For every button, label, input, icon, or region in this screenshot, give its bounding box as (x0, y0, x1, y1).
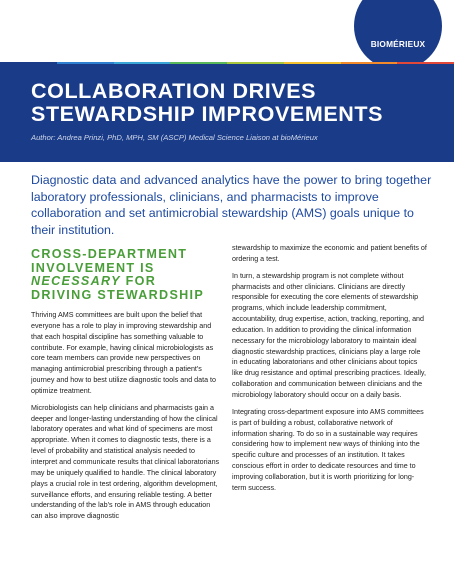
right-paragraph-3: Integrating cross-department exposure into AMS committees is part of building a robust, collaborative network of information sharing. To do so in a sustainable way requires considering how to implement new ways of thinking into the specific culture and processes of an institution. It takes conscious effort in order to dedicate resources and time to improving collaboration, but it is worth prioritizing for long-term success. (232, 407, 424, 492)
logo-text: BIOMÉRIEUX (370, 39, 426, 49)
right-paragraph-2: In turn, a stewardship program is not complete without pharmacists and other clinicians. Clinicians are directly responsible for executing the core elements of stewardship programs, which include leadership commitment, accountability, drug expertise, action, tracking, reporting, and education. In addition to providing the clinical information necessary for the microbiology laboratory to maintain ideal diagnostic stewardship practices, clinicians play a large role in educating laboratorians and other clinicians about topics like drug resistance and optimal prescribing practices. Ideally, collaboration and communication between clinicians and the microbiology laboratory should occur on a daily basis. (232, 271, 426, 399)
title-line-2: STEWARDSHIP IMPROVEMENTS (31, 102, 384, 126)
left-paragraph-2: Microbiologists can help clinicians and pharmacists gain a deeper and longer-lasting understanding of how the clinical laboratory operates and what kind of specimens are most appropriate. When it comes to diagnostic tests, there is a level of probability and statistical analysis needed to interpret and communicate results that clinical laboratorians may be uniquely qualified to handle. The clinical laboratory plays a crucial role in test ordering, algorithm development, surveillance efforts, and ensuring reliable testing. A better understanding of the lab's role in AMS through education can also improve diagnostic (31, 403, 220, 521)
section-heading-line-4: DRIVING STEWARDSHIP (31, 287, 205, 302)
section-heading-line-3-suffix: FOR (120, 274, 157, 289)
right-paragraph-1: stewardship to maximize the economic and patient benefits of ordering a test. (232, 244, 427, 263)
section-heading-emphasis: NECESSARY (31, 274, 121, 289)
page-title (31, 80, 383, 126)
right-column (232, 243, 428, 500)
brand-logo (346, 0, 454, 64)
section-heading-line-2: INVOLVEMENT IS (31, 260, 155, 275)
title-line-1: COLLABORATION DRIVES (31, 79, 317, 103)
left-paragraph-1: Thriving AMS committees are built upon the belief that everyone has a role to play in improving stewardship and that each hospital discipline has something valuable to contribute. For example, having clinical microbiologists as core team members can provide new perspectives on managing antimicrobial prescribing through a patient's journey and how to best utilize diagnostic tools and data to optimize treatment. (31, 311, 216, 395)
section-heading (31, 248, 231, 302)
author-line: Author: Andrea Prinzi, PhD, MPH, SM (ASCP) Medical Science Liaison at bioMérieux (31, 133, 318, 142)
logo-badge (354, 0, 442, 64)
left-column (31, 310, 221, 528)
lede-paragraph: Diagnostic data and advanced analytics have the power to bring together laboratory professionals, clinicians, and pharmacists to improve collaboration and set antimicrobial stewardship (AMS) goals unique to their institution. (31, 173, 432, 237)
section-heading-line-1: CROSS-DEPARTMENT (31, 247, 188, 261)
title-banner (0, 64, 454, 162)
